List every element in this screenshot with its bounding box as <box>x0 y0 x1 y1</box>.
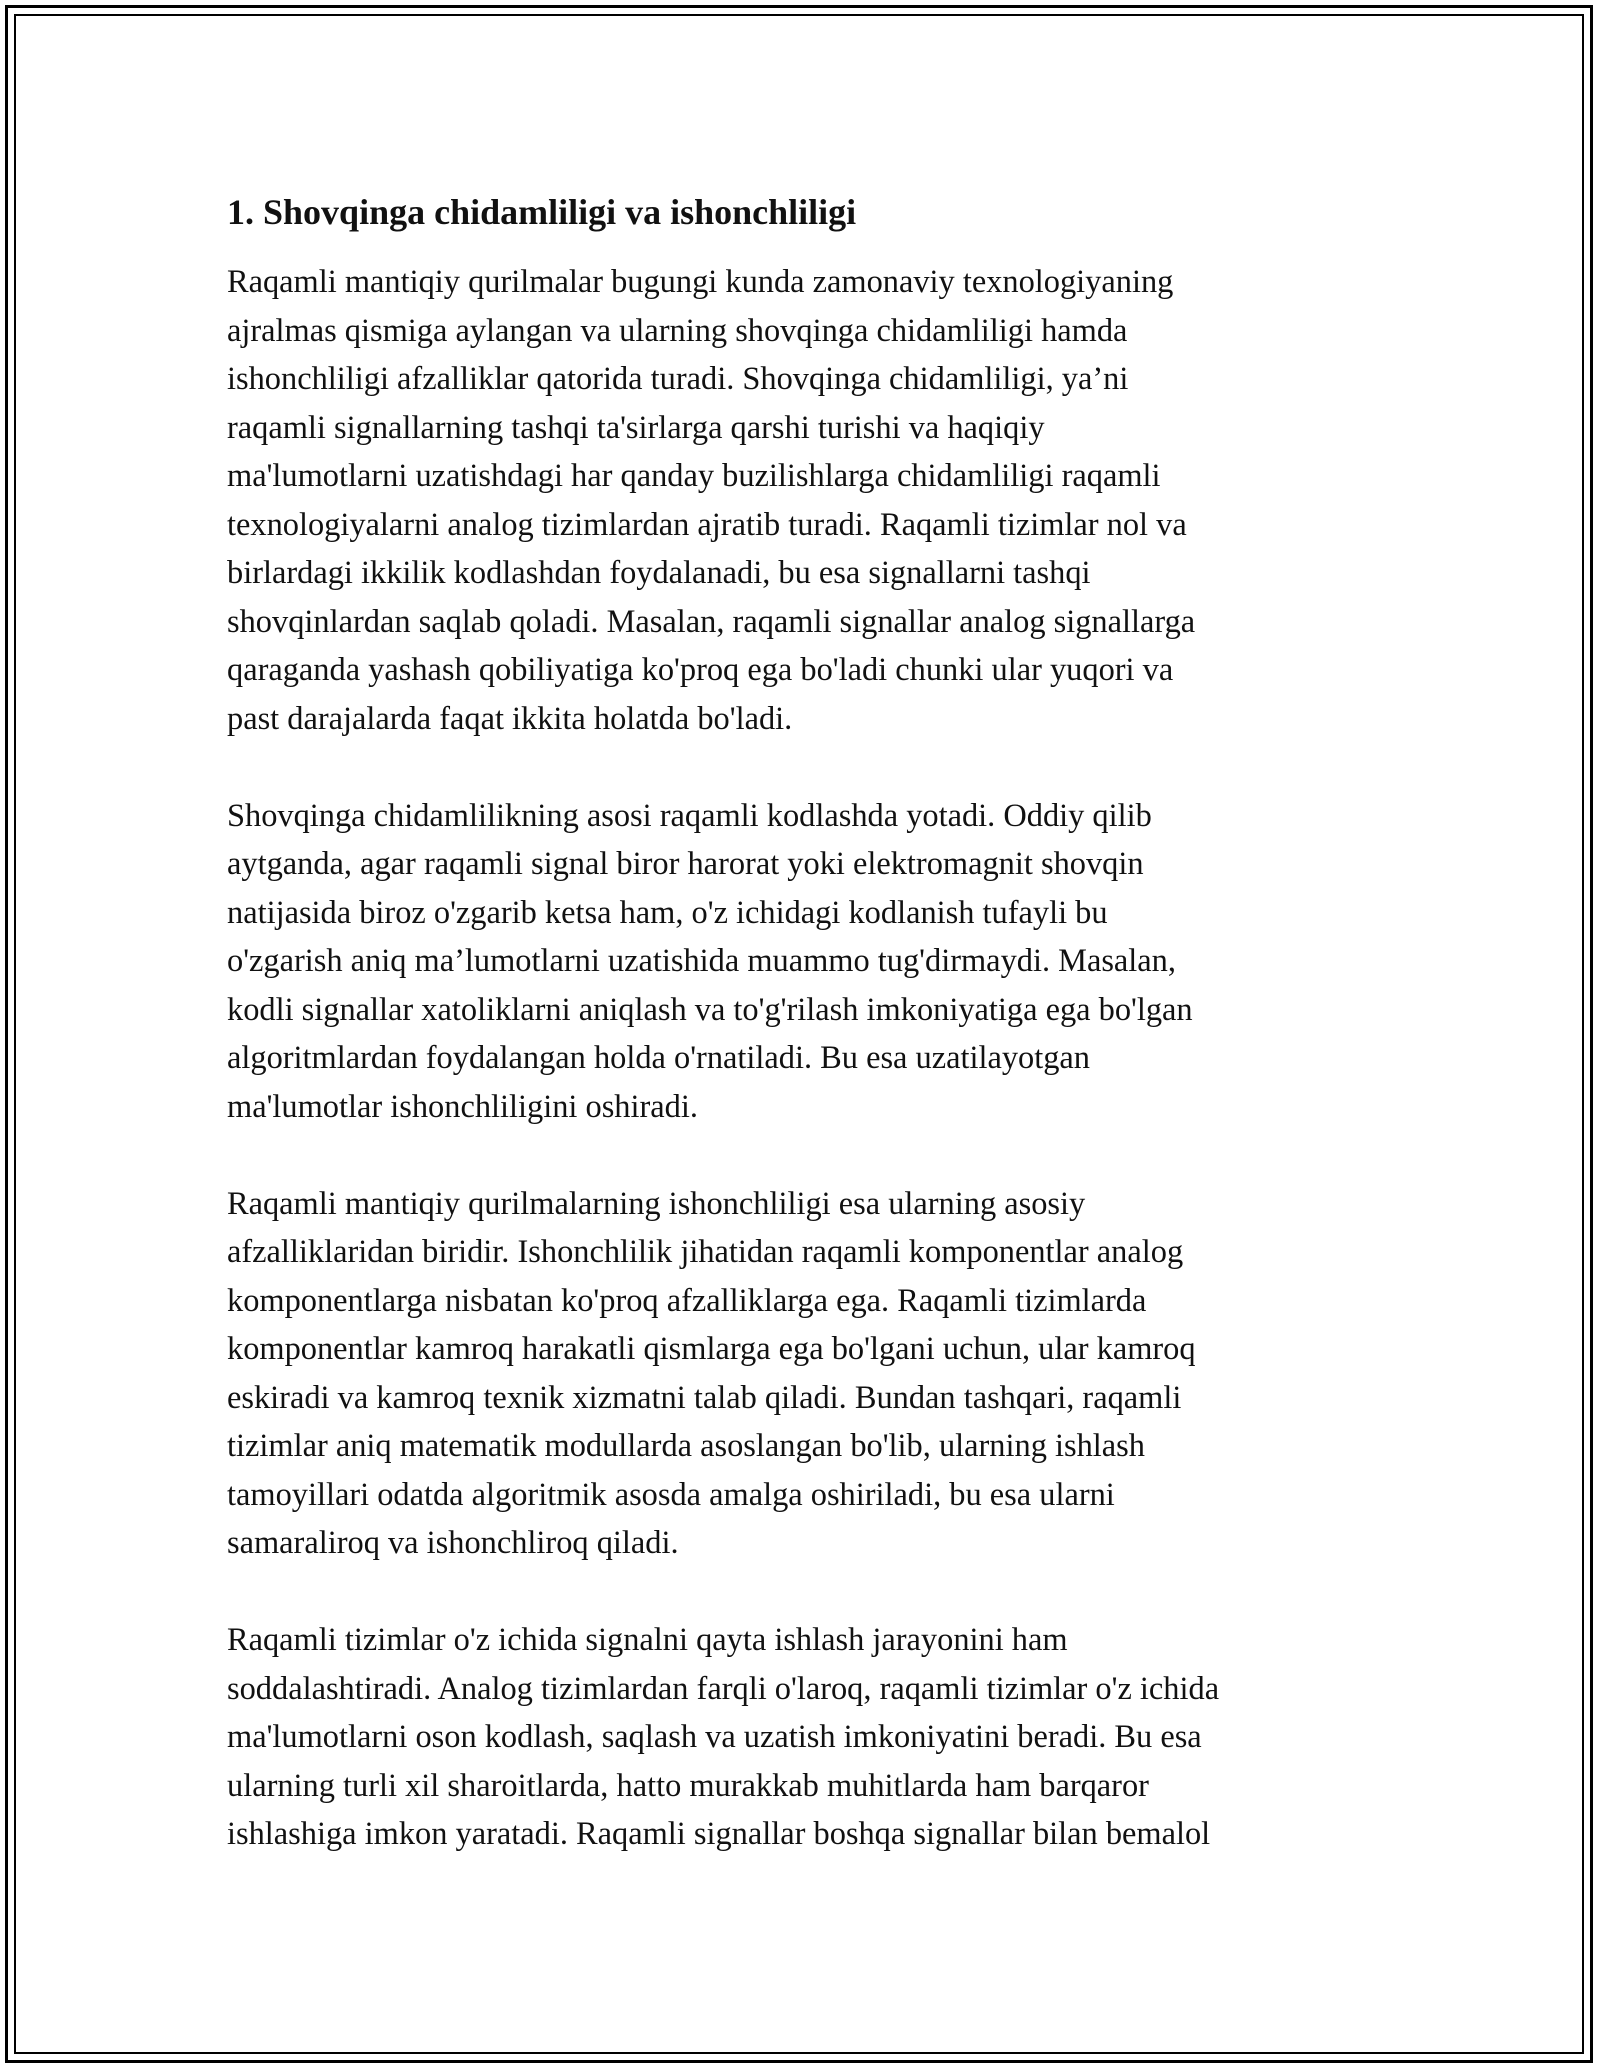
paragraph-line: algoritmlardan foydalangan holda o'rnatiladi. Bu esa uzatilayotgan <box>227 1040 1091 1076</box>
paragraph-line: qaraganda yashash qobiliyatiga ko'proq ega bo'ladi chunki ular yuqori va <box>227 652 1174 688</box>
paragraph-line: Raqamli tizimlar o'z ichida signalni qayta ishlash jarayonini ham <box>227 1622 1068 1658</box>
document-body <box>227 188 1387 1907</box>
paragraph-line: texnologiyalarni analog tizimlardan ajratib turadi. Raqamli tizimlar nol va <box>227 506 1187 543</box>
paragraph-line: ajralmas qismiga aylangan va ularning shovqinga chidamliligi hamda <box>227 312 1128 349</box>
paragraph-line: past darajalarda faqat ikkita holatda bo'ladi. <box>227 700 793 737</box>
paragraph-line: birlardagi ikkilik kodlashdan foydalanadi, bu esa signallarni tashqi <box>227 555 1091 591</box>
section-heading: 1. Shovqinga chidamliligi va ishonchliligi <box>227 192 857 232</box>
paragraph-line: komponentlarga nisbatan ko'proq afzalliklarga ega. Raqamli tizimlarda <box>227 1282 1147 1319</box>
paragraph-line: shovqinlardan saqlab qoladi. Masalan, raqamli signallar analog signallarga <box>227 603 1196 640</box>
paragraph-1 <box>227 258 1387 743</box>
paragraph-line: afzalliklaridan biridir. Ishonchlilik jihatidan raqamli komponentlar analog <box>227 1234 1184 1270</box>
paragraph-line: Raqamli mantiqiy qurilmalarning ishonchliligi esa ularning asosiy <box>227 1185 1086 1222</box>
paragraph-line: soddalashtiradi. Analog tizimlardan farqli o'laroq, raqamli tizimlar o'z ichida <box>227 1670 1220 1707</box>
paragraph-line: raqamli signallarning tashqi ta'sirlarga qarshi turishi va haqiqiy <box>227 409 1045 446</box>
paragraph-line: Raqamli mantiqiy qurilmalar bugungi kunda zamonaviy texnologiyaning <box>227 264 1174 300</box>
paragraph-line: ma'lumotlarni oson kodlash, saqlash va uzatish imkoniyatini beradi. Bu esa <box>227 1719 1202 1755</box>
paragraph-line: tamoyillari odatda algoritmik asosda amalga oshiriladi, bu esa ularni <box>227 1476 1115 1513</box>
paragraph-line: komponentlar kamroq harakatli qismlarga ega bo'lgani uchun, ular kamroq <box>227 1331 1196 1367</box>
paragraph-line: natijasida biroz o'zgarib ketsa ham, o'z ichidagi kodlanish tufayli bu <box>227 894 1108 931</box>
paragraph-3 <box>227 1180 1387 1568</box>
paragraph-line: ularning turli xil sharoitlarda, hatto murakkab muhitlarda ham barqaror <box>227 1767 1149 1804</box>
paragraph-line: ishlashiga imkon yaratadi. Raqamli signallar boshqa signallar bilan bemalol <box>227 1816 1211 1852</box>
paragraph-line: samaraliroq va ishonchliroq qiladi. <box>227 1525 679 1561</box>
paragraph-4 <box>227 1616 1387 1859</box>
paragraph-line: kodli signallar xatoliklarni aniqlash va to'g'rilash imkoniyatiga ega bo'lgan <box>227 991 1193 1028</box>
paragraph-line: ma'lumotlarni uzatishdagi har qanday buzilishlarga chidamliligi raqamli <box>227 458 1161 494</box>
paragraph-line: ishonchliligi afzalliklar qatorida turadi. Shovqinga chidamliligi, ya’ni <box>227 361 1129 397</box>
paragraph-line: Shovqinga chidamlilikning asosi raqamli kodlashda yotadi. Oddiy qilib <box>227 797 1152 834</box>
paragraph-2 <box>227 792 1387 1132</box>
paragraph-line: o'zgarish aniq ma’lumotlarni uzatishida muammo tug'dirmaydi. Masalan, <box>227 943 1176 979</box>
paragraph-line: tizimlar aniq matematik modullarda asoslangan bo'lib, ularning ishlash <box>227 1428 1145 1464</box>
paragraphs-container <box>227 258 1387 1859</box>
paragraph-line: ma'lumotlar ishonchliligini oshiradi. <box>227 1088 698 1125</box>
paragraph-line: aytganda, agar raqamli signal biror harorat yoki elektromagnit shovqin <box>227 846 1144 882</box>
paragraph-line: eskiradi va kamroq texnik xizmatni talab qiladi. Bundan tashqari, raqamli <box>227 1379 1182 1416</box>
